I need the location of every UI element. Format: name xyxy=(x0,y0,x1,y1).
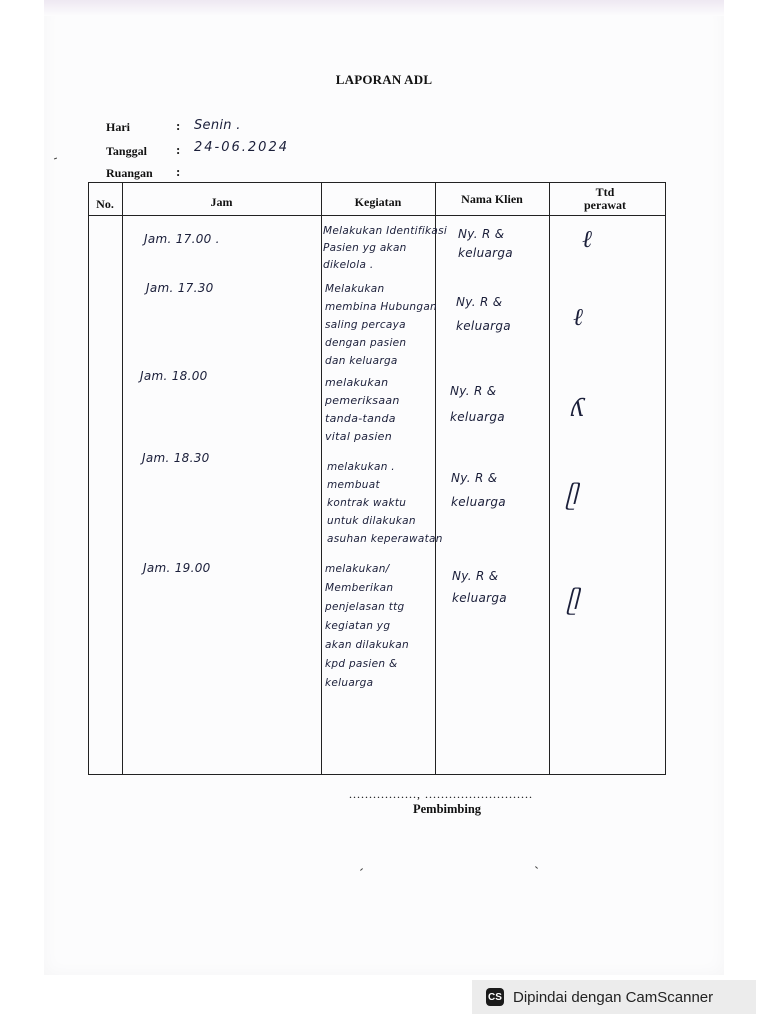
row-2-jam: Jam. 17.30 xyxy=(146,281,214,295)
row-1-kegiatan: Melakukan Identifikasi Pasien yg akan dikelola . xyxy=(323,225,448,271)
row-1-signature: ℓ xyxy=(582,225,592,253)
field-value-hari: Senin . xyxy=(194,118,241,133)
row-5-jam: Jam. 19.00 xyxy=(143,561,211,575)
row-3-kegiatan: melakukan pemeriksaan tanda-tanda vital pasien xyxy=(325,376,400,443)
header-kegiatan: Kegiatan xyxy=(354,195,402,209)
signature-placeholder-dots: ................., ........................... xyxy=(349,787,533,801)
row-4-kegiatan: melakukan . membuat kontrak waktu untuk dilakukan asuhan keperawatan xyxy=(327,461,443,545)
column-divider xyxy=(549,182,550,775)
row-3-klien: Ny. R & keluarga xyxy=(450,384,505,424)
column-divider xyxy=(321,182,322,775)
table-header-divider xyxy=(88,215,666,216)
row-4-klien: Ny. R & keluarga xyxy=(451,471,506,509)
row-3-jam: Jam. 18.00 xyxy=(140,369,208,383)
row-3-signature: ʎ xyxy=(571,394,585,422)
row-5-signature: ᥫ xyxy=(566,587,579,615)
row-2-kegiatan: Melakukan membina Hubungan saling percaya dengan pasien dan keluarga xyxy=(325,283,438,367)
row-1-klien: Ny. R & keluarga xyxy=(458,227,513,260)
field-label-hari: Hari xyxy=(106,120,130,134)
field-label-ruangan: Ruangan xyxy=(106,166,153,180)
document-title: LAPORAN ADL xyxy=(335,72,433,87)
column-divider xyxy=(122,182,123,775)
camscanner-watermark xyxy=(472,980,756,1014)
row-2-signature: ℓ xyxy=(573,303,583,331)
watermark-text: Dipindai dengan CamScanner xyxy=(513,988,714,1006)
field-colon: : xyxy=(176,142,181,157)
row-5-klien: Ny. R & keluarga xyxy=(452,569,507,605)
header-ttd-perawat: Ttd perawat xyxy=(584,185,626,212)
field-colon: : xyxy=(176,118,181,133)
field-colon: : xyxy=(176,164,181,179)
field-label-tanggal: Tanggal xyxy=(106,144,147,158)
row-5-kegiatan: melakukan/ Memberikan penjelasan ttg kegiatan yg akan dilakukan kpd pasien & keluarga xyxy=(325,563,409,689)
row-2-klien: Ny. R & keluarga xyxy=(456,295,511,333)
camscanner-icon: CS xyxy=(486,988,504,1006)
header-nama-klien: Nama Klien xyxy=(461,192,523,206)
row-4-signature: ᥫ xyxy=(565,482,578,510)
row-4-jam: Jam. 18.30 xyxy=(142,451,210,465)
scan-edge xyxy=(44,0,724,16)
header-no: No. xyxy=(96,197,114,211)
signer-label: Pembimbing xyxy=(413,802,482,816)
header-jam: Jam xyxy=(210,195,233,209)
row-1-jam: Jam. 17.00 . xyxy=(144,232,220,246)
field-value-tanggal: 24-06.2024 xyxy=(194,140,289,155)
